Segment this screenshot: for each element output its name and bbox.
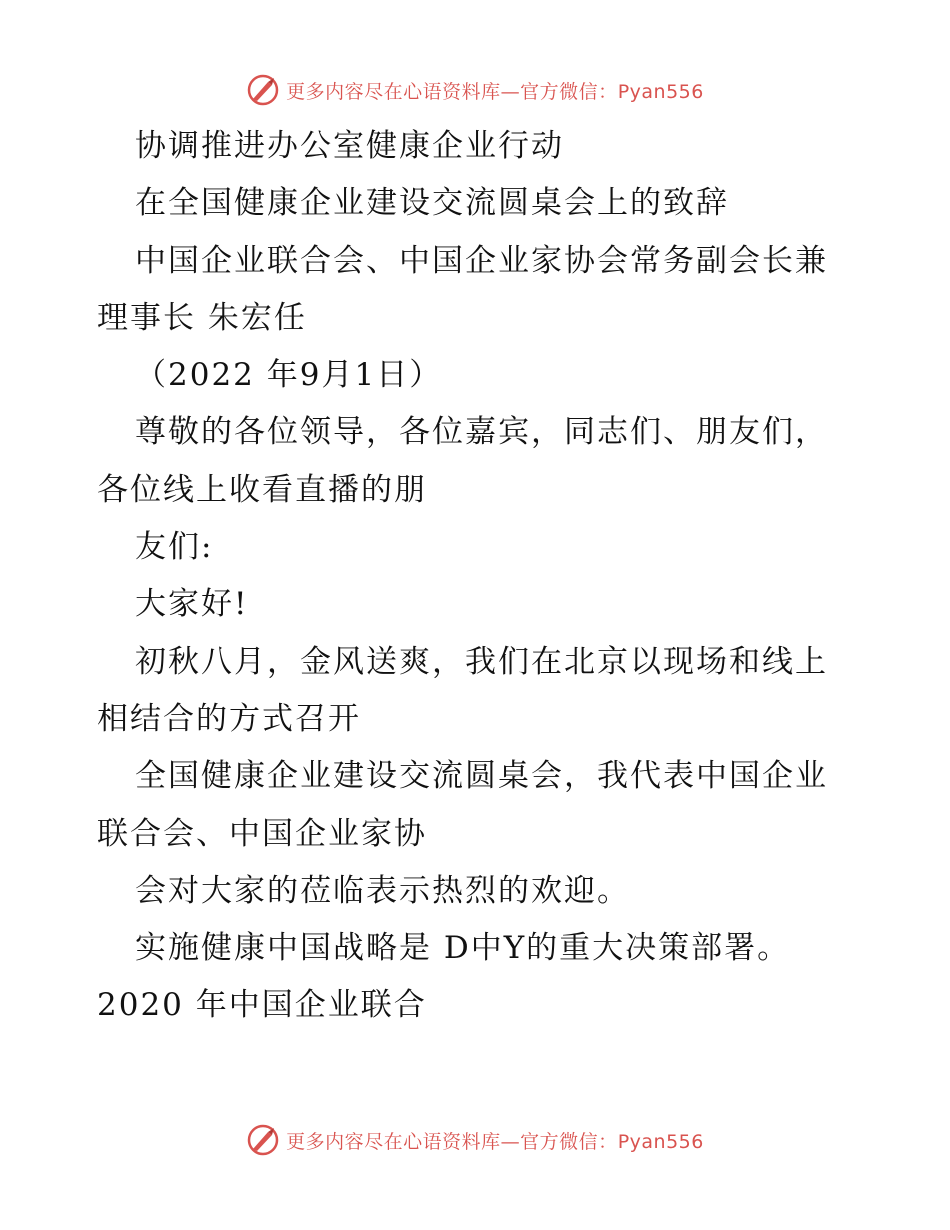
- doc-line: 友们:: [135, 529, 214, 566]
- watermark-footer: [0, 1120, 950, 1160]
- doc-line: 各位线上收看直播的朋: [97, 471, 427, 508]
- doc-line: 初秋八月，金风送爽，我们在北京以现场和线上: [135, 643, 828, 680]
- document-body: [97, 118, 857, 1035]
- watermark-text: [286, 1127, 704, 1154]
- watermark-main-text: 更多内容尽在心语资料库: [286, 80, 501, 103]
- doc-line: 相结合的方式召开: [97, 700, 361, 737]
- doc-line: 会对大家的莅临表示热烈的欢迎。: [135, 872, 630, 909]
- watermark-wechat-label: 官方微信：: [520, 1130, 618, 1153]
- doc-line: 全国健康企业建设交流圆桌会，我代表中国企业: [135, 758, 828, 795]
- watermark-wechat-label: 官方微信：: [520, 80, 618, 103]
- quill-logo-icon: [246, 1123, 280, 1157]
- doc-line: 联合会、中国企业家协: [97, 815, 427, 852]
- doc-line: 2020 年中国企业联合: [97, 987, 427, 1024]
- doc-line: 在全国健康企业建设交流圆桌会上的致辞: [135, 185, 729, 222]
- doc-line: 理事长 朱宏任: [97, 299, 307, 336]
- watermark-text: [286, 77, 704, 104]
- watermark-wechat-id: Pyan556: [617, 80, 704, 103]
- doc-line: 大家好!: [135, 586, 249, 623]
- doc-line: （2022 年9月1日）: [135, 357, 443, 394]
- watermark-main-text: 更多内容尽在心语资料库: [286, 1130, 501, 1153]
- doc-line: 尊敬的各位领导，各位嘉宾，同志们、朋友们，: [135, 414, 828, 451]
- watermark-separator: —: [500, 80, 521, 103]
- doc-line: 中国企业联合会、中国企业家协会常务副会长兼: [135, 242, 828, 279]
- quill-logo-icon: [246, 73, 280, 107]
- doc-line: 协调推进办公室健康企业行动: [135, 128, 564, 164]
- watermark-separator: —: [500, 1130, 521, 1153]
- watermark-header: [0, 70, 950, 110]
- doc-line: 实施健康中国战略是 D中Y的重大决策部署。: [135, 930, 791, 967]
- watermark-wechat-id: Pyan556: [617, 1130, 704, 1153]
